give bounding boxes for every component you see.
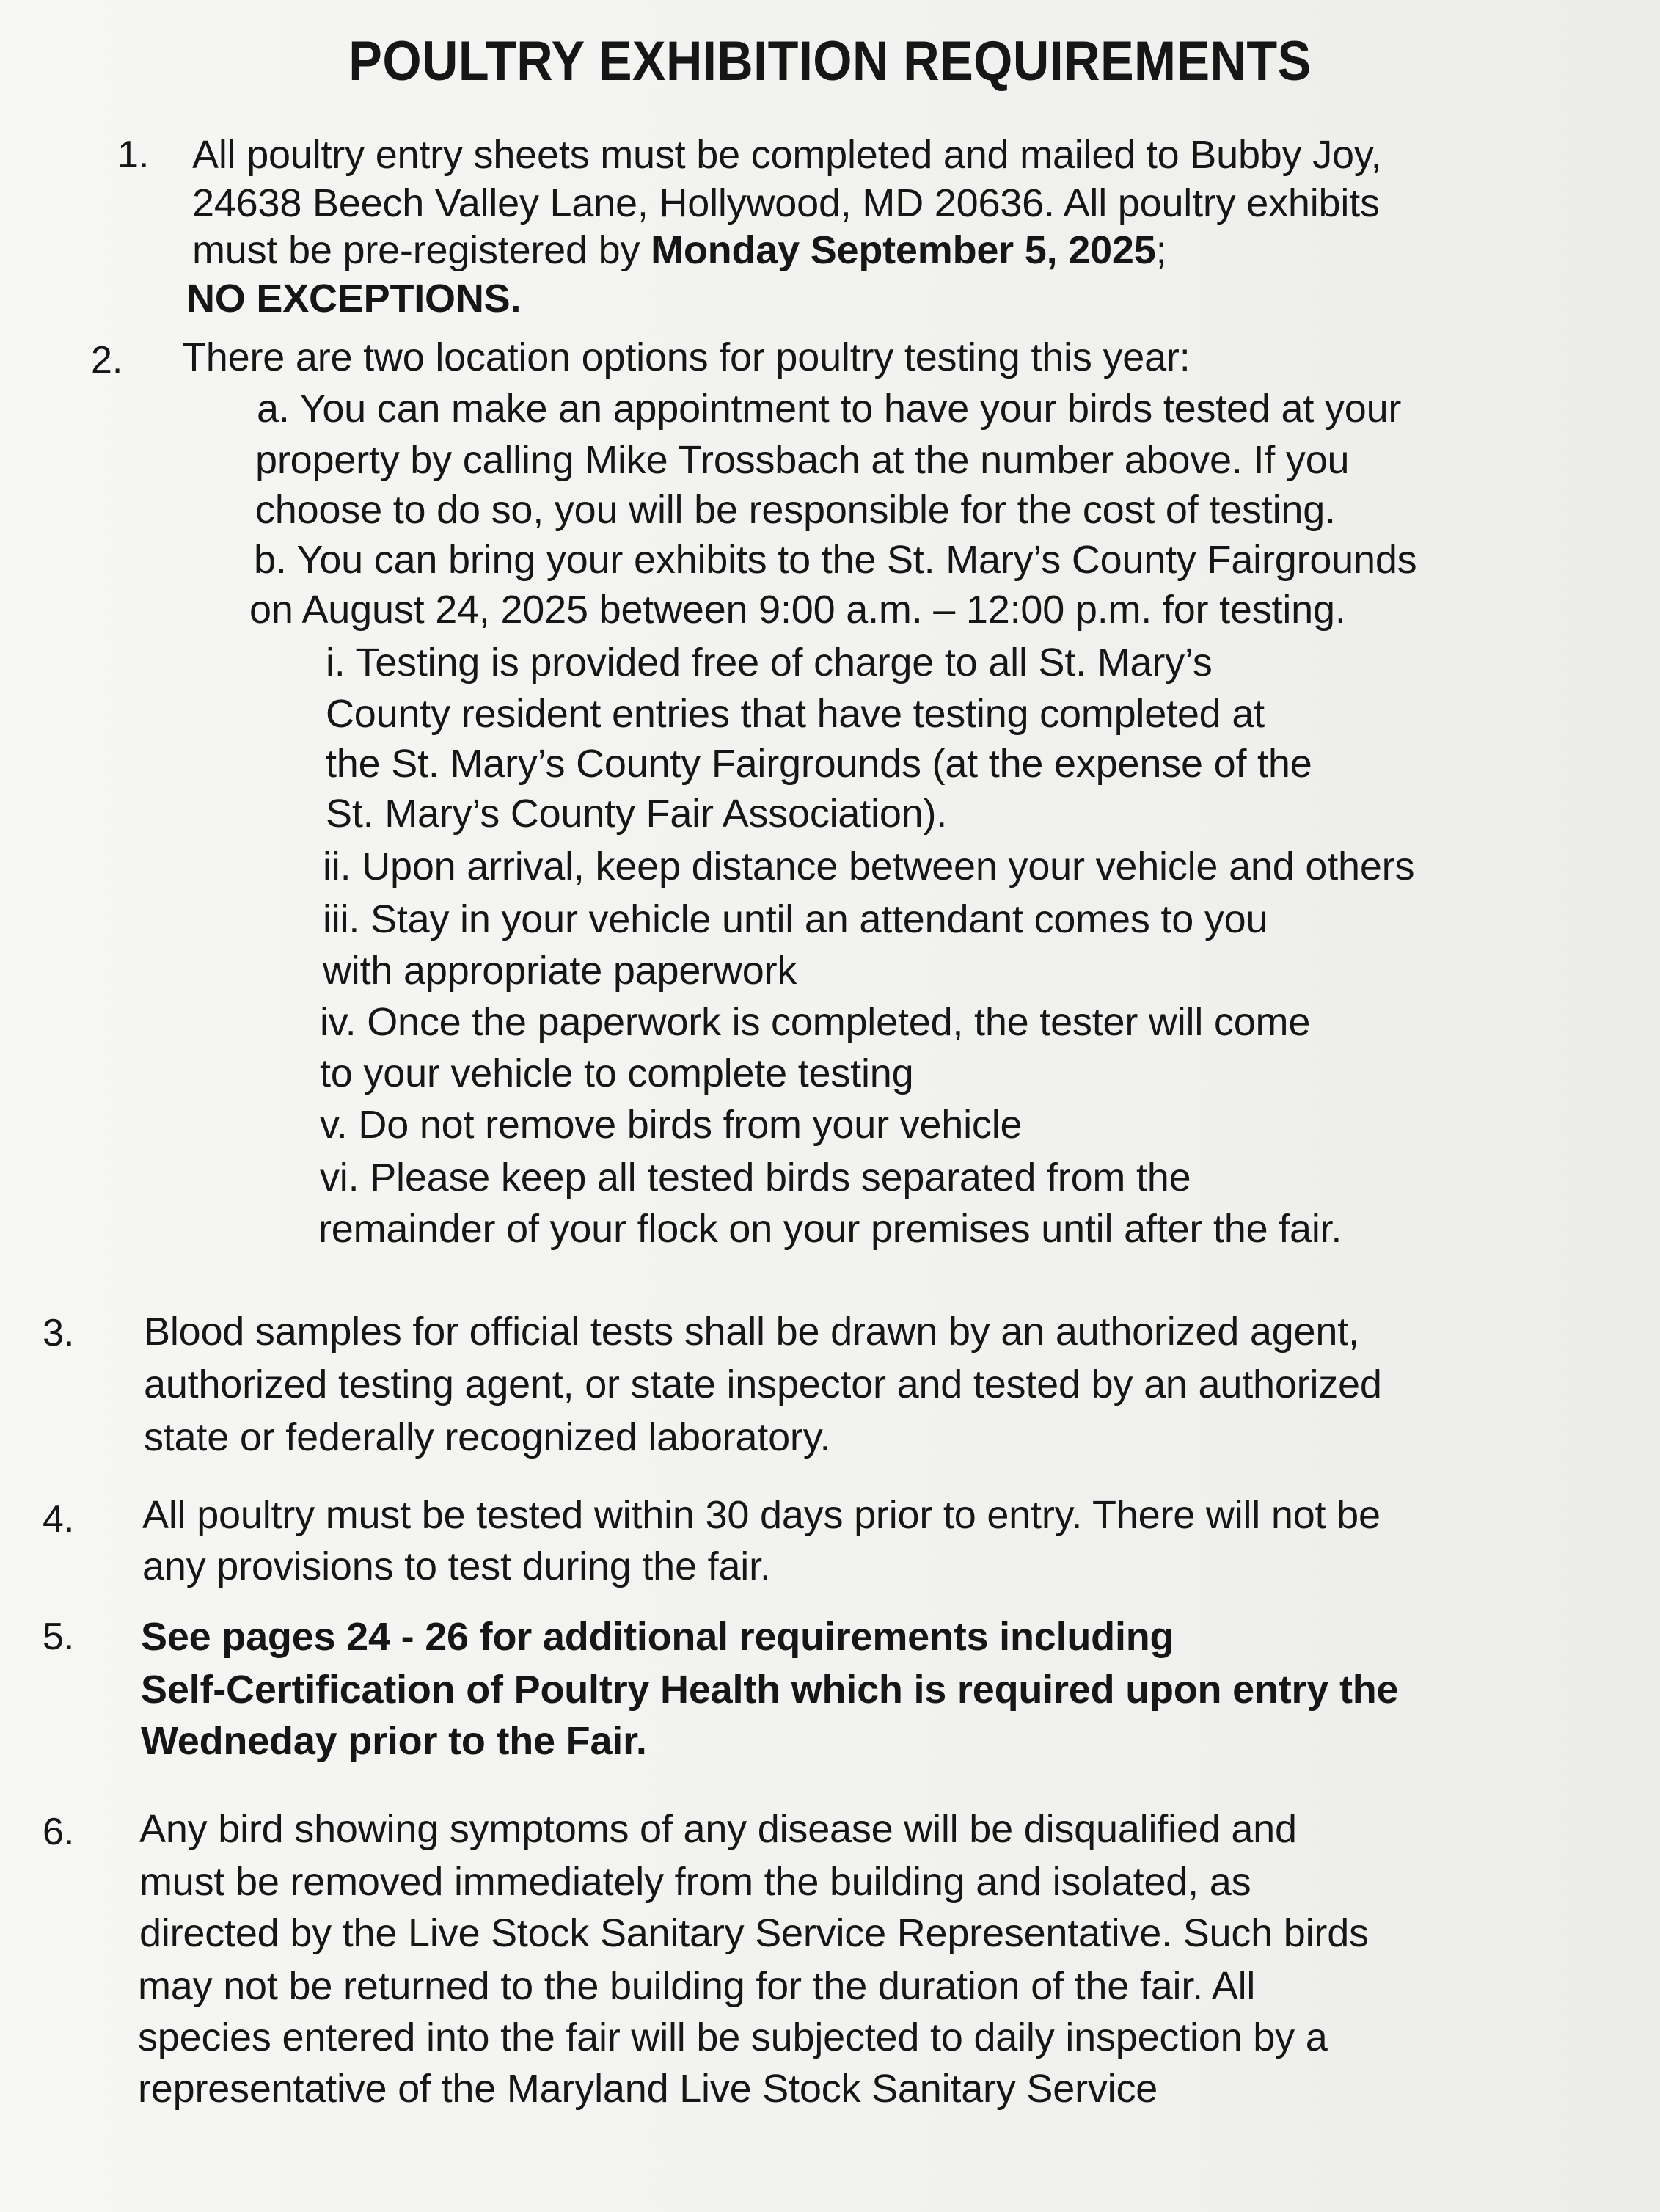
item-text-line <box>257 383 1401 434</box>
item-text-line <box>249 584 1346 635</box>
text-segment: v. Do not remove birds from your vehicle <box>320 1103 1023 1147</box>
item-text-line <box>192 178 1380 229</box>
item-text-line <box>138 2063 1158 2114</box>
text-segment: vi. Please keep all tested birds separated from the <box>320 1156 1191 1200</box>
text-segment: St. Mary’s County Fair Association). <box>326 792 948 836</box>
text-segment: Blood samples for official tests shall be drawn by an authorized agent, <box>144 1310 1359 1354</box>
text-segment: remainder of your flock on your premises until after the fair. <box>318 1207 1342 1251</box>
text-segment: b. You can bring your exhibits to the St. Mary’s County Fairgrounds <box>254 538 1417 582</box>
item-text-line <box>255 434 1349 486</box>
item-text-line <box>318 1203 1342 1255</box>
text-segment: All poultry must be tested within 30 days prior to entry. There will not be <box>142 1493 1381 1537</box>
text-segment: with appropriate paperwork <box>323 949 797 993</box>
item-text-line <box>320 1048 913 1099</box>
text-segment: i. Testing is provided free of charge to all St. Mary’s <box>326 640 1213 685</box>
text-segment: the St. Mary’s County Fairgrounds (at the expense of the <box>326 742 1312 786</box>
text-segment: County resident entries that have testing completed at <box>326 692 1265 736</box>
item-text-line <box>144 1412 830 1463</box>
text-segment: choose to do so, you will be responsible for the cost of testing. <box>255 488 1336 532</box>
bold-text: NO EXCEPTIONS. <box>186 277 522 321</box>
item-text-line <box>139 1856 1251 1908</box>
item-text-line <box>138 2012 1328 2063</box>
item-text-line <box>323 894 1268 945</box>
text-segment: directed by the Live Stock Sanitary Service Representative. Such birds <box>139 1911 1369 1955</box>
text-segment: ii. Upon arrival, keep distance between your vehicle and others <box>323 844 1415 888</box>
text-segment: Any bird showing symptoms of any disease will be disqualified and <box>139 1807 1297 1851</box>
item-text-line <box>139 1908 1369 1959</box>
text-segment: a. You can make an appointment to have your birds tested at your <box>257 387 1402 431</box>
item-number: 4. <box>43 1498 75 1541</box>
text-segment: state or federally recognized laboratory. <box>144 1415 831 1459</box>
item-number: 2. <box>91 339 123 382</box>
bold-text: Wedneday prior to the Fair. <box>141 1719 647 1763</box>
item-number: 1. <box>117 134 150 176</box>
item-text-line <box>144 1359 1382 1410</box>
text-segment: may not be returned to the building for the duration of the fair. All <box>138 1964 1256 2008</box>
text-segment: All poultry entry sheets must be completed and mailed to Bubby Joy, <box>192 133 1382 177</box>
item-text-line <box>326 738 1312 789</box>
item-text-line <box>320 1152 1191 1203</box>
item-text-line <box>320 1099 1022 1150</box>
item-text-line <box>326 637 1213 688</box>
text-segment: species entered into the fair will be subjected to daily inspection by a <box>138 2015 1328 2059</box>
item-text-line <box>326 788 947 839</box>
bold-text: Self-Certification of Poultry Health which is required upon entry the <box>141 1668 1399 1712</box>
text-segment: 24638 Beech Valley Lane, Hollywood, MD 20636. All poultry exhibits <box>192 181 1380 225</box>
text-segment: iv. Once the paperwork is completed, the tester will come <box>320 1000 1311 1044</box>
text-segment: authorized testing agent, or state inspector and tested by an authorized <box>144 1362 1382 1406</box>
item-text-line <box>144 1306 1359 1357</box>
item-number: 6. <box>43 1811 75 1853</box>
text-segment: must be removed immediately from the building and isolated, as <box>139 1860 1251 1904</box>
bold-text: See pages 24 - 26 for additional requirements including <box>141 1615 1174 1659</box>
item-text-line <box>141 1664 1398 1715</box>
item-number: 3. <box>43 1312 75 1354</box>
text-segment: iii. Stay in your vehicle until an attendant comes to you <box>323 897 1268 941</box>
bold-text: Monday September 5, 2025 <box>651 228 1156 272</box>
text-segment: representative of the Maryland Live Stock Sanitary Service <box>138 2067 1158 2111</box>
text-segment: must be pre-registered by <box>192 228 651 272</box>
text-segment: on August 24, 2025 between 9:00 a.m. – 12:00 p.m. for testing. <box>249 588 1346 632</box>
item-text-line <box>326 688 1265 740</box>
item-text-line <box>138 1960 1255 2012</box>
item-text-line <box>182 332 1191 383</box>
item-text-line <box>192 129 1381 180</box>
text-segment: There are two location options for poultry testing this year: <box>182 335 1191 379</box>
item-text-line <box>255 484 1336 536</box>
item-text-line <box>323 945 797 996</box>
item-text-line <box>186 273 521 324</box>
item-text-line <box>192 225 1166 276</box>
item-text-line <box>323 841 1414 892</box>
item-text-line <box>254 534 1416 585</box>
item-text-line <box>141 1715 647 1767</box>
text-segment: property by calling Mike Trossbach at the number above. If you <box>255 438 1350 482</box>
item-text-line <box>320 996 1310 1048</box>
text-segment: any provisions to test during the fair. <box>142 1544 771 1588</box>
page-title: POULTRY EXHIBITION REQUIREMENTS <box>348 30 1312 92</box>
item-text-line <box>141 1611 1174 1662</box>
text-segment: to your vehicle to complete testing <box>320 1051 914 1095</box>
item-text-line <box>139 1803 1297 1855</box>
item-number: 5. <box>43 1616 75 1658</box>
item-text-line <box>142 1541 771 1592</box>
text-segment: ; <box>1155 228 1167 272</box>
item-text-line <box>142 1489 1381 1541</box>
